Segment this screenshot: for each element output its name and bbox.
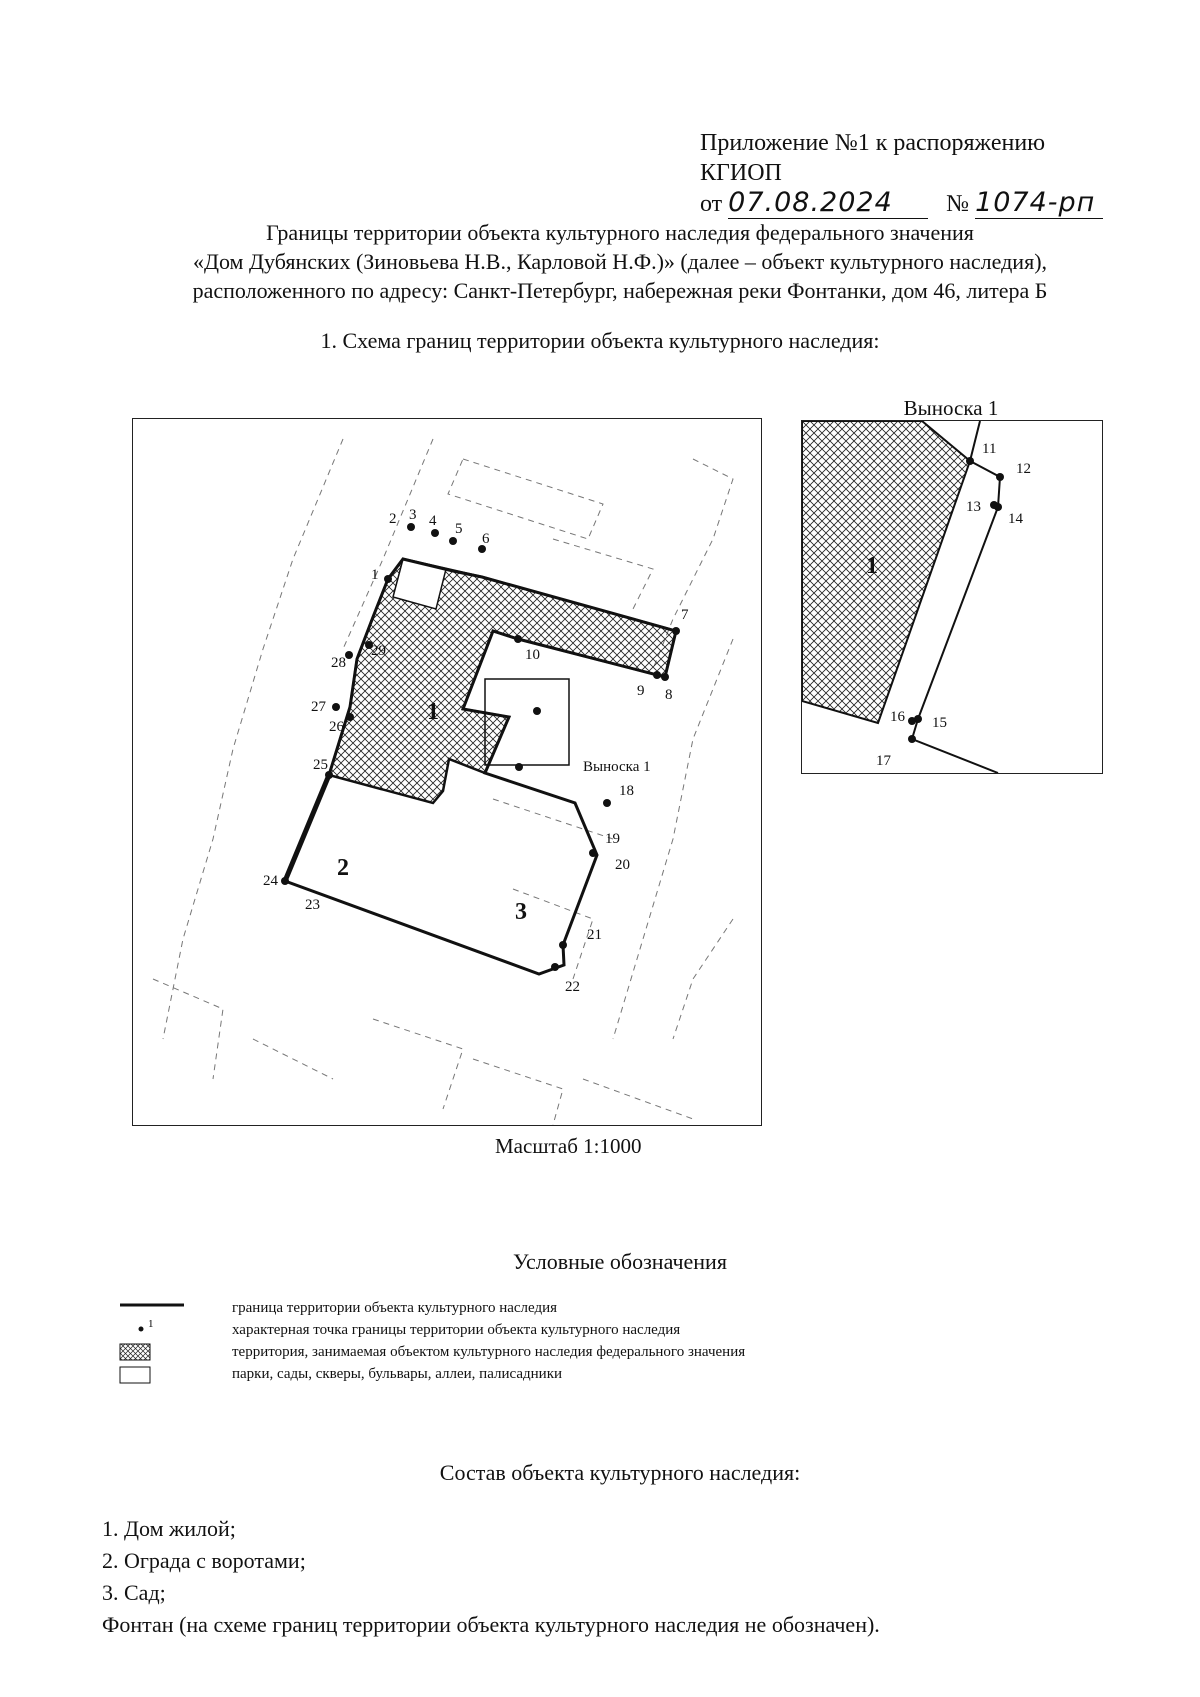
callout-point-label: 11 — [982, 441, 997, 457]
appendix-header-line1: Приложение №1 к распоряжению КГИОП — [700, 130, 1046, 186]
map-point-label: 2 — [389, 511, 397, 527]
map-point-label: 5 — [455, 521, 463, 537]
map-area-label: 3 — [515, 899, 527, 925]
legend-item-text: территория, занимаемая объектом культурного наследия федерального значения — [232, 1344, 746, 1360]
boundary-point-symbol — [108, 1319, 188, 1341]
callout-area-label: 1 — [866, 553, 878, 579]
composition-list — [102, 1513, 880, 1641]
appendix-header — [700, 128, 1120, 219]
legend-item-text: граница территории объекта культурного наследия — [232, 1300, 558, 1316]
title-line1: Границы территории объекта культурного наследия федерального значения — [266, 220, 974, 245]
composition-item: 2. Ограда с воротами; — [102, 1548, 306, 1573]
legend-item-text: парки, сады, скверы, бульвары, аллеи, палисадники — [232, 1366, 563, 1382]
map-point-label: 3 — [409, 507, 417, 523]
composition-title: Состав объекта культурного наследия: — [439, 1460, 801, 1485]
map-point-label: 21 — [587, 927, 602, 943]
composition-item: 1. Дом жилой; — [102, 1516, 236, 1541]
map-point-label: 28 — [331, 655, 346, 671]
legend-point-sample: 1 — [148, 1319, 154, 1330]
document-title — [60, 218, 1180, 305]
empty-rect-symbol — [108, 1363, 188, 1385]
composition-item: Фонтан (на схеме границ территории объекта культурного наследия не обозначен). — [102, 1612, 880, 1637]
boundary-line-symbol — [108, 1297, 188, 1319]
map-callout-label: Выноска 1 — [583, 759, 651, 775]
map-area-label: 1 — [427, 699, 439, 725]
callout-point-label: 14 — [1008, 511, 1023, 527]
map-point-label: 19 — [605, 831, 620, 847]
hatched-area-symbol — [108, 1341, 188, 1363]
map-point-label: 22 — [565, 979, 580, 995]
map-point-label: 29 — [371, 643, 386, 659]
legend-item-text: характерная точка границы территории объекта культурного наследия — [232, 1322, 681, 1338]
legend-item — [108, 1341, 1008, 1363]
callout-point-label: 17 — [876, 753, 891, 769]
section1-title: 1. Схема границ территории объекта культурного наследия: — [320, 328, 880, 353]
boundary-scheme-svg — [133, 419, 761, 1125]
map-point-label: 18 — [619, 783, 634, 799]
callout-hatched-area — [802, 421, 970, 723]
map-point-label: 4 — [429, 513, 437, 529]
map-scale: Масштаб 1:1000 — [495, 1134, 642, 1158]
map-point-label: 24 — [263, 873, 278, 889]
order-number: 1074-рп — [975, 188, 1103, 219]
callout-point-label: 12 — [1016, 461, 1031, 477]
map-point-label: 8 — [665, 687, 673, 703]
map-point-label: 7 — [681, 607, 689, 623]
callout-point-label: 16 — [890, 709, 905, 725]
map-point-label: 23 — [305, 897, 320, 913]
order-date: 07.08.2024 — [728, 188, 928, 219]
map-point-label: 20 — [615, 857, 630, 873]
legend-title: Условные обозначения — [513, 1249, 727, 1274]
legend — [108, 1297, 1008, 1385]
number-prefix: № — [946, 191, 970, 217]
map-point-label: 1 — [371, 567, 379, 583]
title-line2: «Дом Дубянских (Зиновьева Н.В., Карловой Н.Ф.)» (далее – объект культурного наследия), — [192, 249, 1048, 274]
callout-title: Выноска 1 — [903, 396, 999, 420]
legend-item — [108, 1319, 1008, 1341]
appendix-header-line2 — [700, 188, 1120, 219]
map-point-label: 10 — [525, 647, 540, 663]
map-point-label: 27 — [311, 699, 326, 715]
composition-item: 3. Сад; — [102, 1580, 166, 1605]
date-prefix: от — [700, 191, 723, 217]
map-point-label: 25 — [313, 757, 328, 773]
fence-line — [285, 775, 329, 881]
callout-point-label: 13 — [966, 499, 981, 515]
map-area-label: 2 — [337, 855, 349, 881]
callout-svg — [802, 421, 1102, 773]
map-point-label: 6 — [482, 531, 490, 547]
callout-point-label: 15 — [932, 715, 947, 731]
legend-item — [108, 1297, 1008, 1319]
boundary-scheme-map — [132, 418, 762, 1126]
map-point-label: 9 — [637, 683, 645, 699]
map-point-label: 26 — [329, 719, 344, 735]
callout-map — [801, 420, 1103, 774]
legend-item — [108, 1363, 1008, 1385]
title-line3: расположенного по адресу: Санкт-Петербург, набережная реки Фонтанки, дом 46, литера Б — [192, 278, 1048, 303]
